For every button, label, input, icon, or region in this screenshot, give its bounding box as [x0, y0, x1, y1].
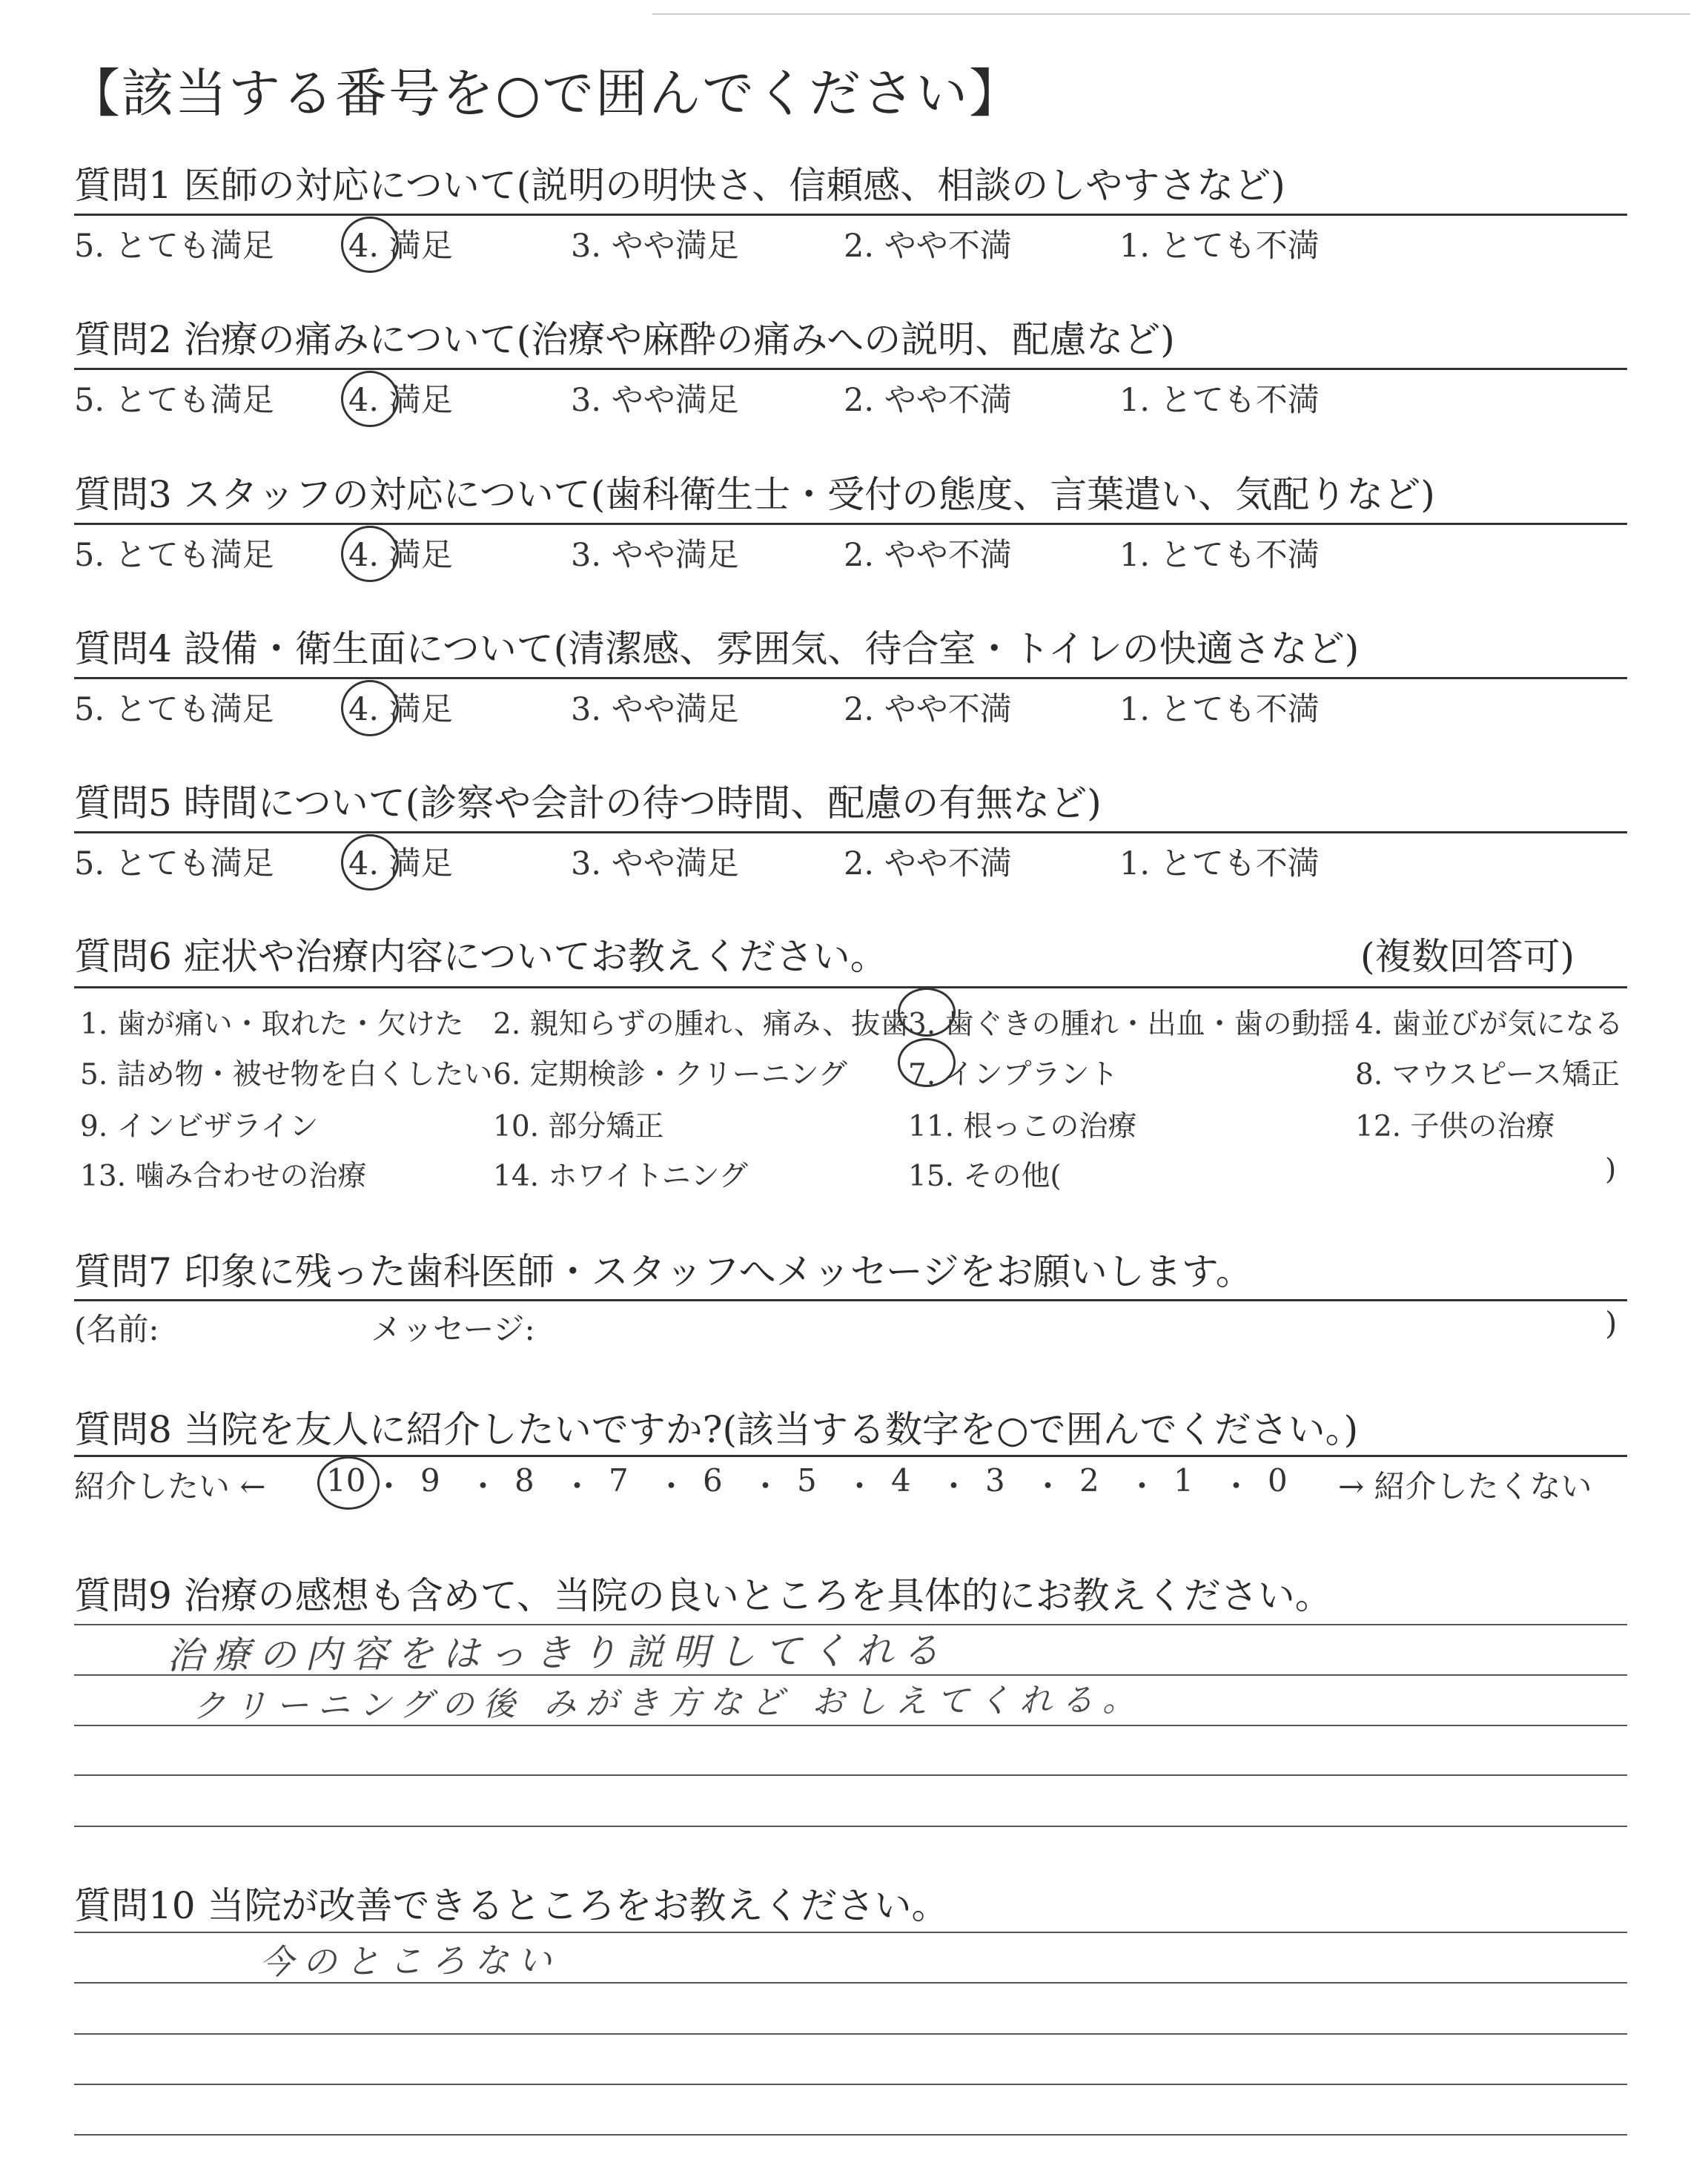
scale-option[interactable]: 3	[985, 1462, 1005, 1499]
rating-option[interactable]: 4. 満足	[348, 691, 453, 728]
q10-line	[74, 2084, 1627, 2085]
question-3-label: 質問3 スタッフの対応について(歯科衛生士・受付の態度、言葉遣い、気配りなど)	[74, 473, 1435, 516]
q9-line	[74, 1774, 1627, 1776]
q9-answer-line: 治療の内容をはっきり説明してくれる	[166, 1628, 949, 1677]
question-rule	[74, 214, 1627, 216]
rating-option[interactable]: 2. やや不満	[844, 537, 1012, 574]
rating-option[interactable]: 4. 満足	[348, 228, 453, 265]
scale-option[interactable]: 4	[891, 1462, 911, 1499]
selection-circle	[341, 526, 399, 582]
page-title: 【該当する番号を○で囲んでください】	[68, 63, 1023, 124]
scale-option[interactable]: 2	[1079, 1462, 1099, 1499]
rating-option[interactable]: 4. 満足	[348, 537, 453, 574]
rating-option[interactable]: 4. 満足	[348, 382, 453, 419]
rating-option[interactable]: 2. やや不満	[844, 691, 1012, 728]
symptom-option[interactable]: 14. ホワイトニング	[493, 1160, 748, 1193]
scale-separator: ・	[844, 1468, 875, 1505]
rating-option[interactable]: 2. やや不満	[844, 382, 1012, 419]
symptom-option[interactable]: 2. 親知らずの腫れ、痛み、抜歯	[493, 1008, 910, 1041]
selection-circle	[341, 834, 399, 891]
selection-circle	[898, 1038, 956, 1087]
symptom-option[interactable]: 9. インビザライン	[80, 1110, 319, 1143]
scale-option[interactable]: 0	[1268, 1462, 1288, 1499]
rating-option[interactable]: 5. とても満足	[74, 845, 274, 882]
symptom-option[interactable]: 5. 詰め物・被せ物を白くしたい	[80, 1058, 493, 1091]
selection-circle	[341, 680, 399, 736]
scale-option[interactable]: 5	[797, 1462, 817, 1499]
scale-separator: ・	[467, 1468, 499, 1505]
q9-line	[74, 1826, 1627, 1827]
rating-option[interactable]: 2. やや不満	[844, 845, 1012, 882]
scale-separator: ・	[938, 1468, 970, 1505]
scale-separator: ・	[749, 1468, 781, 1505]
question-2-label: 質問2 治療の痛みについて(治療や麻酔の痛みへの説明、配慮など)	[74, 318, 1175, 361]
question-4-label: 質問4 設備・衛生面について(清潔感、雰囲気、待合室・トイレの快適さなど)	[74, 627, 1360, 670]
symptom-option[interactable]: 6. 定期検診・クリーニング	[493, 1058, 847, 1091]
rating-option[interactable]: 1. とても不満	[1119, 845, 1320, 882]
q10-answer-line: 今のところない	[259, 1940, 561, 1982]
rating-option[interactable]: 3. やや満足	[571, 228, 739, 265]
rating-option[interactable]: 5. とても満足	[74, 382, 274, 419]
q6-other-close: )	[1605, 1153, 1617, 1186]
selection-circle	[341, 371, 399, 427]
q10-label: 質問10 当院が改善できるところをお教えください。	[74, 1884, 949, 1927]
question-rule	[74, 677, 1627, 679]
q8-rule	[74, 1455, 1627, 1457]
scale-separator: ・	[1032, 1468, 1064, 1505]
symptom-option[interactable]: 10. 部分矯正	[493, 1110, 664, 1143]
scale-separator: ・	[561, 1468, 593, 1505]
q8-label: 質問8 当院を友人に紹介したいですか?(該当する数字を○で囲んでください。)	[74, 1408, 1359, 1451]
scale-option[interactable]: 10	[326, 1462, 366, 1499]
rating-option[interactable]: 5. とても満足	[74, 691, 274, 728]
scale-option[interactable]: 8	[514, 1462, 534, 1499]
scale-option[interactable]: 9	[420, 1462, 440, 1499]
q9-label: 質問9 治療の感想も含めて、当院の良いところを具体的にお教えください。	[74, 1574, 1332, 1617]
q8-right-label: → 紹介したくない	[1338, 1468, 1592, 1505]
rating-option[interactable]: 4. 満足	[348, 845, 453, 882]
q10-line	[74, 2033, 1627, 2035]
scale-separator: ・	[1126, 1468, 1158, 1505]
question-5-label: 質問5 時間について(診察や会計の待つ時間、配慮の有無など)	[74, 782, 1102, 825]
question-rule	[74, 831, 1627, 833]
q10-line	[74, 1932, 1627, 1933]
rating-option[interactable]: 3. やや満足	[571, 691, 739, 728]
question-rule	[74, 368, 1627, 370]
symptom-option[interactable]: 15. その他(	[908, 1160, 1062, 1193]
q9-answer-line: クリーニングの後 みがき方など おしえてくれる。	[192, 1681, 1145, 1725]
question-1-label: 質問1 医師の対応について(説明の明快さ、信頼感、相談のしやすさなど)	[74, 164, 1285, 207]
question-rule	[74, 523, 1627, 525]
scale-separator: ・	[1220, 1468, 1252, 1505]
q7-close-paren: )	[1605, 1305, 1618, 1341]
symptom-option[interactable]: 7. インプラント	[908, 1058, 1119, 1091]
rating-option[interactable]: 3. やや満足	[571, 845, 739, 882]
q10-line	[74, 2134, 1627, 2136]
rating-option[interactable]: 1. とても不満	[1119, 228, 1320, 265]
symptom-option[interactable]: 11. 根っこの治療	[908, 1110, 1137, 1143]
scan-edge-line	[652, 13, 1690, 15]
q6-note: (複数回答可)	[1360, 935, 1575, 978]
q6-label: 質問6 症状や治療内容についてお教えください。	[74, 935, 887, 978]
scale-separator: ・	[373, 1468, 405, 1505]
rating-option[interactable]: 2. やや不満	[844, 228, 1012, 265]
selection-circle	[341, 217, 399, 273]
q7-message-label: メッセージ:	[371, 1311, 535, 1347]
scale-separator: ・	[655, 1468, 687, 1505]
q7-rule	[74, 1299, 1627, 1301]
rating-option[interactable]: 1. とても不満	[1119, 537, 1320, 574]
scale-option[interactable]: 6	[703, 1462, 723, 1499]
selection-circle	[317, 1456, 380, 1510]
symptom-option[interactable]: 3. 歯ぐきの腫れ・出血・歯の動揺	[908, 1008, 1350, 1041]
selection-circle	[898, 988, 956, 1037]
symptom-option[interactable]: 4. 歯並びが気になる	[1355, 1008, 1623, 1041]
q8-left-label: 紹介したい ←	[74, 1468, 266, 1505]
scale-option[interactable]: 1	[1174, 1462, 1194, 1499]
symptom-option[interactable]: 13. 噛み合わせの治療	[80, 1160, 367, 1193]
rating-option[interactable]: 1. とても不満	[1119, 382, 1320, 419]
symptom-option[interactable]: 1. 歯が痛い・取れた・欠けた	[80, 1008, 464, 1041]
rating-option[interactable]: 1. とても不満	[1119, 691, 1320, 728]
symptom-option[interactable]: 8. マウスピース矯正	[1355, 1058, 1620, 1091]
q6-rule	[74, 986, 1627, 988]
scale-option[interactable]: 7	[609, 1462, 629, 1499]
symptom-option[interactable]: 12. 子供の治療	[1355, 1110, 1555, 1143]
rating-option[interactable]: 3. やや満足	[571, 382, 739, 419]
rating-option[interactable]: 3. やや満足	[571, 537, 739, 574]
rating-option[interactable]: 5. とても満足	[74, 537, 274, 574]
q7-name-label: (名前:	[74, 1311, 159, 1347]
q7-label: 質問7 印象に残った歯科医師・スタッフへメッセージをお願いします。	[74, 1250, 1253, 1293]
rating-option[interactable]: 5. とても満足	[74, 228, 274, 265]
